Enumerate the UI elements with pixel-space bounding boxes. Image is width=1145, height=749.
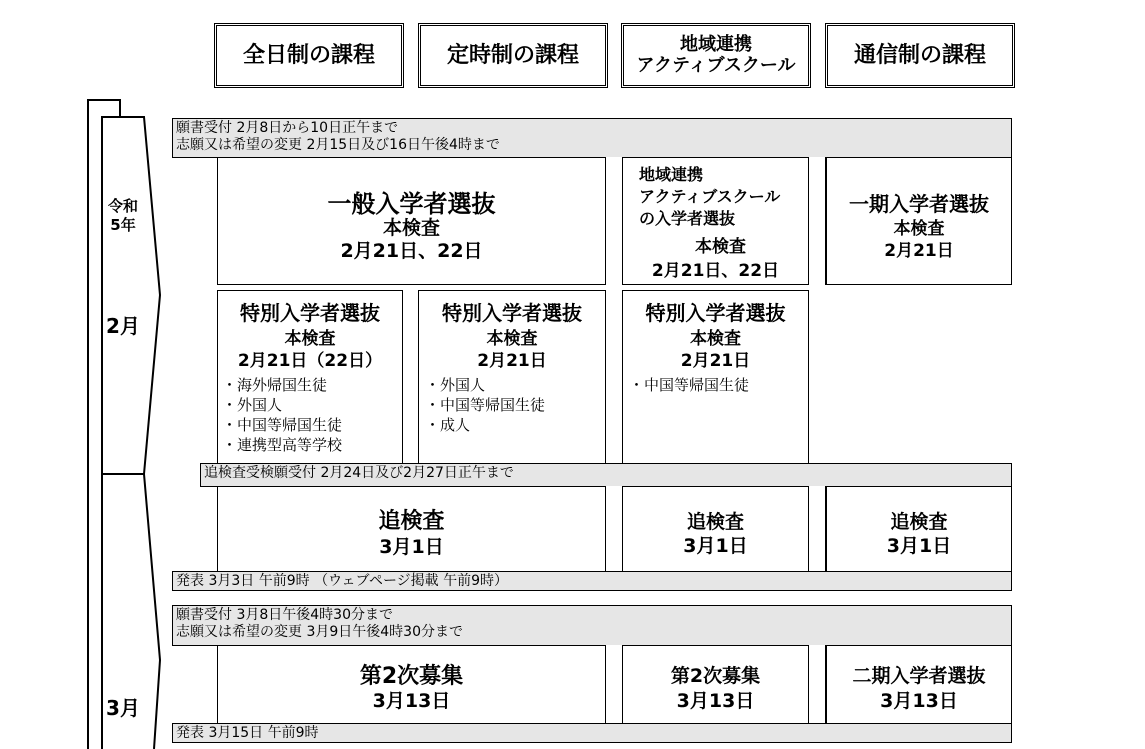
box-special-fulltime <box>217 290 403 464</box>
band-application-mar-line2: 志願又は希望の変更 3月9日午後4時30分まで <box>176 624 463 640</box>
special-active-sub: 本検査 <box>690 329 741 349</box>
second-main-date: 3月13日 <box>372 690 451 712</box>
list-item: ・ 中国等帰国生徒 <box>222 415 342 435</box>
box-second-recruitment-main <box>217 645 606 724</box>
makeup-active-date: 3月1日 <box>683 535 748 557</box>
connector-gap <box>808 645 826 724</box>
box-active-school-selection <box>622 157 809 285</box>
makeup-main-title: 追検査 <box>378 509 445 534</box>
special-active-list <box>629 375 749 395</box>
box-makeup-correspondence <box>826 486 1012 572</box>
active-select-heading <box>639 164 780 230</box>
second-main-title: 第2次募集 <box>359 664 464 689</box>
first-term-sub: 本検査 <box>893 219 945 239</box>
list-item: ・ 成人 <box>425 415 545 435</box>
band-application-mar-line1: 願書受付 3月8日午後4時30分まで <box>176 607 393 623</box>
special-fulltime-list <box>222 375 342 455</box>
special-parttime-date: 2月21日 <box>477 351 547 371</box>
header-parttime-label: 定時制の課程 <box>446 42 579 68</box>
band-announcement-2 <box>172 723 1012 743</box>
box-makeup-active <box>622 486 809 572</box>
header-active-school <box>621 23 811 88</box>
second-term-title: 二期入学者選抜 <box>852 665 986 687</box>
band-application-feb-line2: 志願又は希望の変更 2月15日及び16日午後4時まで <box>176 137 500 153</box>
band-application-mar <box>172 605 1012 646</box>
general-date: 2月21日、22日 <box>340 240 483 262</box>
header-fulltime-label: 全日制の課程 <box>242 42 375 68</box>
second-active-title: 第2次募集 <box>670 665 761 687</box>
list-item: ・ 連携型高等学校 <box>222 435 342 455</box>
general-title: 一般入学者選抜 <box>327 190 496 218</box>
connector-gap <box>605 157 623 285</box>
band-announcement-1-text: 発表 3月3日 午前9時 （ウェブページ掲載 午前9時） <box>176 573 509 589</box>
connector-gap <box>808 157 826 285</box>
list-item: ・ 中国等帰国生徒 <box>629 375 749 395</box>
timeline-feb-chevron <box>102 117 160 474</box>
special-parttime-title: 特別入学者選抜 <box>442 301 582 325</box>
timeline-year-label: 5年 <box>110 216 136 234</box>
makeup-correspondence-date: 3月1日 <box>886 535 952 557</box>
makeup-main-date: 3月1日 <box>379 536 444 558</box>
special-parttime-sub: 本検査 <box>486 329 538 349</box>
list-item: ・ 中国等帰国生徒 <box>425 395 545 415</box>
band-announcement-1 <box>172 571 1012 591</box>
active-select-line1: 地域連携 <box>639 165 704 184</box>
timeline-month-feb: 2月 <box>106 314 140 338</box>
timeline-month-mar: 3月 <box>106 696 140 720</box>
header-correspondence-label: 通信制の課程 <box>853 42 986 68</box>
special-parttime-list <box>425 375 545 435</box>
band-application-feb-line1: 願書受付 2月8日から10日正午まで <box>176 120 399 136</box>
active-select-sub: 本検査 <box>695 237 746 257</box>
timeline-arrows <box>80 95 170 749</box>
header-fulltime <box>214 23 404 88</box>
special-fulltime-date: 2月21日（22日） <box>237 351 383 371</box>
special-active-date: 2月21日 <box>680 351 751 371</box>
header-active-line2: アクティブスクール <box>636 54 796 76</box>
box-special-parttime <box>418 290 606 464</box>
box-special-active-school <box>622 290 809 464</box>
makeup-active-title: 追検査 <box>686 511 744 533</box>
special-active-title: 特別入学者選抜 <box>645 301 786 325</box>
header-correspondence <box>825 23 1015 88</box>
general-sub: 本検査 <box>382 217 440 239</box>
timeline-year <box>100 197 146 235</box>
active-select-line3: の入学者選抜 <box>639 209 736 228</box>
active-select-date: 2月21日、22日 <box>651 261 780 281</box>
header-parttime <box>418 23 608 88</box>
connector-gap <box>605 486 623 572</box>
band-announcement-2-text: 発表 3月15日 午前9時 <box>176 725 319 741</box>
list-item: ・ 外国人 <box>425 375 545 395</box>
first-term-date: 2月21日 <box>884 241 954 261</box>
list-item: ・ 外国人 <box>222 395 342 415</box>
active-select-line2: アクティブスクール <box>639 187 781 206</box>
makeup-correspondence-title: 追検査 <box>890 511 948 533</box>
box-second-recruitment-active <box>622 645 809 724</box>
connector-gap <box>808 486 826 572</box>
box-general-selection <box>217 157 606 285</box>
header-active-line1: 地域連携 <box>680 33 752 55</box>
second-active-date: 3月13日 <box>676 690 755 712</box>
special-fulltime-title: 特別入学者選抜 <box>240 301 380 325</box>
box-first-term-selection <box>826 157 1012 285</box>
band-makeup-application <box>200 463 1012 487</box>
box-second-term-selection <box>826 645 1012 724</box>
band-application-feb <box>172 118 1012 158</box>
connector-gap <box>605 645 623 724</box>
special-fulltime-sub: 本検査 <box>284 329 336 349</box>
second-term-date: 3月13日 <box>880 690 958 712</box>
band-makeup-application-text: 追検査受検願受付 2月24日及び2月27日正午まで <box>204 465 514 481</box>
first-term-title: 一期入学者選抜 <box>849 192 989 216</box>
list-item: ・ 海外帰国生徒 <box>222 375 342 395</box>
timeline-era: 令和 <box>107 197 138 215</box>
box-makeup-main <box>217 486 606 572</box>
